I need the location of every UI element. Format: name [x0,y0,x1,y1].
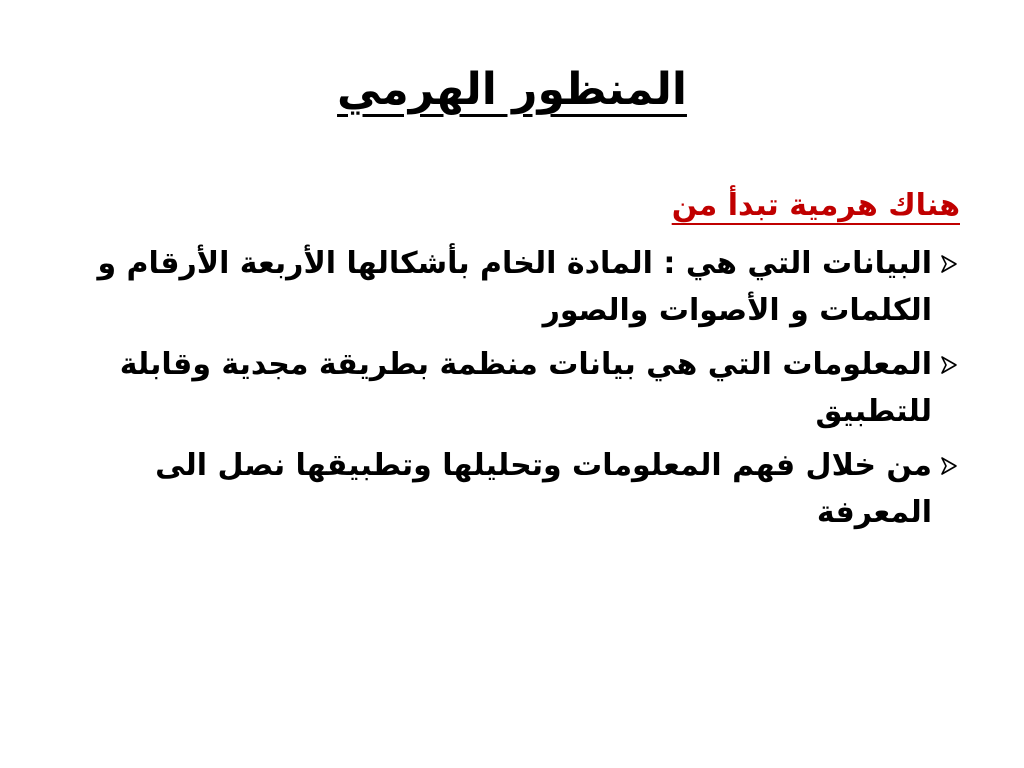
slide-subtitle [90,188,960,223]
slide-title [0,64,1024,115]
bullet-text: المعلومات التي هي بيانات منظمة بطريقة مجدية وقابلة للتطبيق [119,347,932,429]
arrowhead-bullet-icon [938,253,960,275]
bullet-item [90,342,960,435]
bullet-text: البيانات التي هي : المادة الخام بأشكالها الأربعة الأرقام و الكلمات و الأصوات والصور [97,246,932,328]
arrowhead-bullet-icon [938,354,960,376]
bullet-item [90,443,960,536]
bullet-item [90,241,960,334]
slide-subtitle-text: هناك هرمية تبدأ من [671,188,960,223]
slide-content [90,188,960,544]
slide-title-text: المنظور الهرمي [337,64,687,115]
arrowhead-bullet-icon [938,455,960,477]
bullet-text: من خلال فهم المعلومات وتحليلها وتطبيقها نصل الى المعرفة [155,448,932,530]
